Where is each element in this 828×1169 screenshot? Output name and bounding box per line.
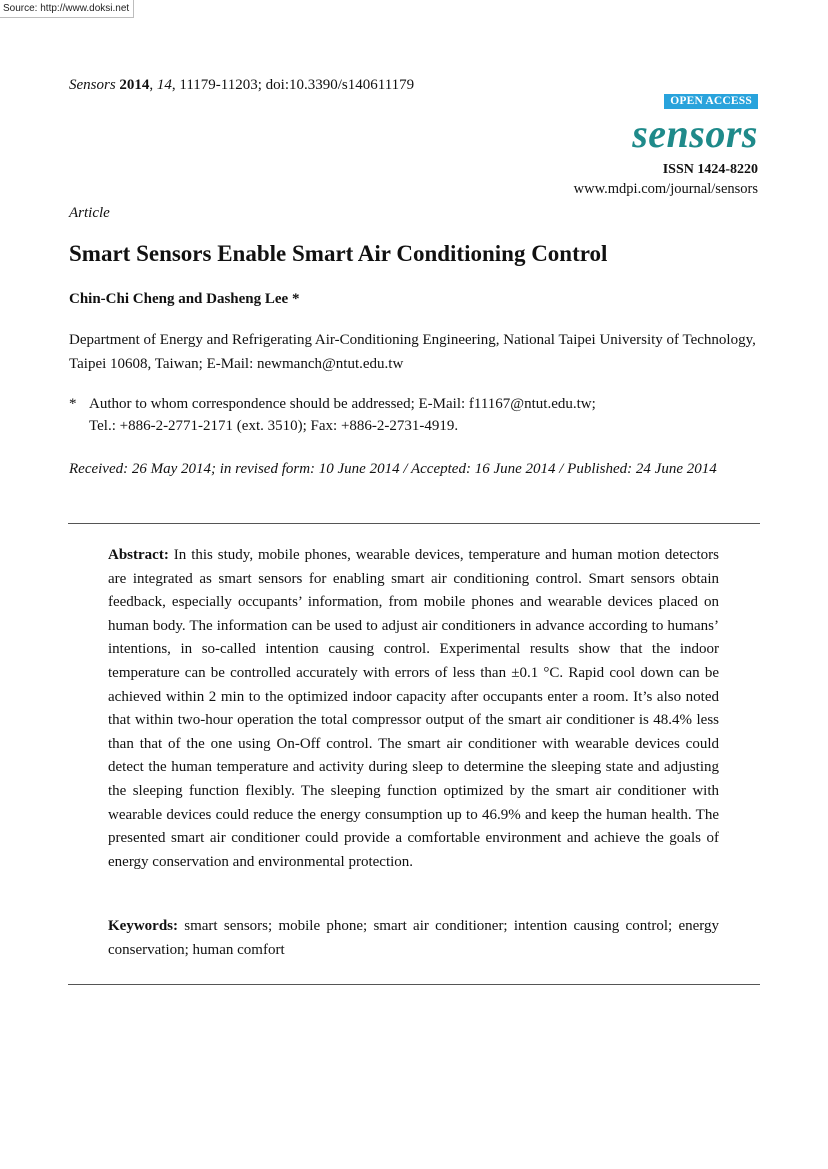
citation-line: Sensors 2014, 14, 11179-11203; doi:10.3390/s140611179 xyxy=(69,77,415,93)
publication-dates: Received: 26 May 2014; in revised form: 10 June 2014 / Accepted: 16 June 2014 / Published: 24 June 2014 xyxy=(69,461,717,477)
journal-logo: sensors xyxy=(632,111,758,156)
correspondence-line-2: Tel.: +886-2-2771-2171 (ext. 3510); Fax: +886-2-2731-4919. xyxy=(89,418,459,434)
keywords-text: smart sensors; mobile phone; smart air conditioner; intention causing control; energy conservation; human comfort xyxy=(108,918,719,958)
article-type: Article xyxy=(69,205,110,221)
keywords xyxy=(108,914,719,962)
source-url-label: Source: http://www.doksi.net xyxy=(0,0,134,18)
divider-top xyxy=(68,523,760,524)
abstract xyxy=(108,544,719,874)
correspondence-note xyxy=(69,393,759,437)
citation-pages-doi: , 11179-11203; doi:10.3390/s140611179 xyxy=(171,77,415,93)
citation-year: 2014 xyxy=(119,77,150,93)
keywords-label: Keywords: xyxy=(108,918,178,934)
correspondence-marker: * xyxy=(69,396,77,412)
citation-journal: Sensors xyxy=(69,77,116,93)
abstract-text: In this study, mobile phones, wearable devices, temperature and human motion detectors are integrated as smart sensors for enabling smart air conditioning control. Smart sensors obtain feedback, especially occupants’ information, from mobile phones and wearable devices placed on human body. The information can be used to adjust air conditioners in advance according to humans’ intentions, in so-called intention causing control. Experimental results show that the indoor temperature can be controlled accurately with errors of less than ±0.1 °C. Rapid cool down can be achieved within 2 min to the optimized indoor capacity after occupants enter a room. It’s also noted that within two-hour operation the total compressor output of the smart air conditioner is 48.4% less than that of the one using On-Off control. The smart air conditioner with wearable devices could detect the human temperature and activity during sleep to determine the sleeping state and adjusting the sleeping function flexibly. The sleeping function optimized by the smart air conditioner with wearable devices could reduce the energy consumption up to 46.9% and keep the human health. The presented smart air conditioner could provide a comfortable environment and achieve the goals of energy conservation and environmental protection. xyxy=(108,547,719,870)
article-title: Smart Sensors Enable Smart Air Conditioning Control xyxy=(69,241,608,266)
journal-issn: ISSN 1424-8220 xyxy=(662,162,758,177)
journal-url: www.mdpi.com/journal/sensors xyxy=(573,181,758,197)
citation-volume: 14 xyxy=(156,77,172,93)
correspondence-line-1 xyxy=(69,393,759,415)
open-access-badge: OPEN ACCESS xyxy=(664,94,758,109)
author-affiliation: Department of Energy and Refrigerating Air-Conditioning Engineering, National Taipei University of Technology, Taipei 10608, Taiwan; E-Mail: newmanch@ntut.edu.tw xyxy=(69,332,756,372)
divider-bottom xyxy=(68,984,760,985)
correspondence-email: Author to whom correspondence should be addressed; E-Mail: f11167@ntut.edu.tw; xyxy=(89,396,596,412)
abstract-label: Abstract: xyxy=(108,547,169,563)
article-authors: Chin-Chi Cheng and Dasheng Lee * xyxy=(69,291,300,307)
